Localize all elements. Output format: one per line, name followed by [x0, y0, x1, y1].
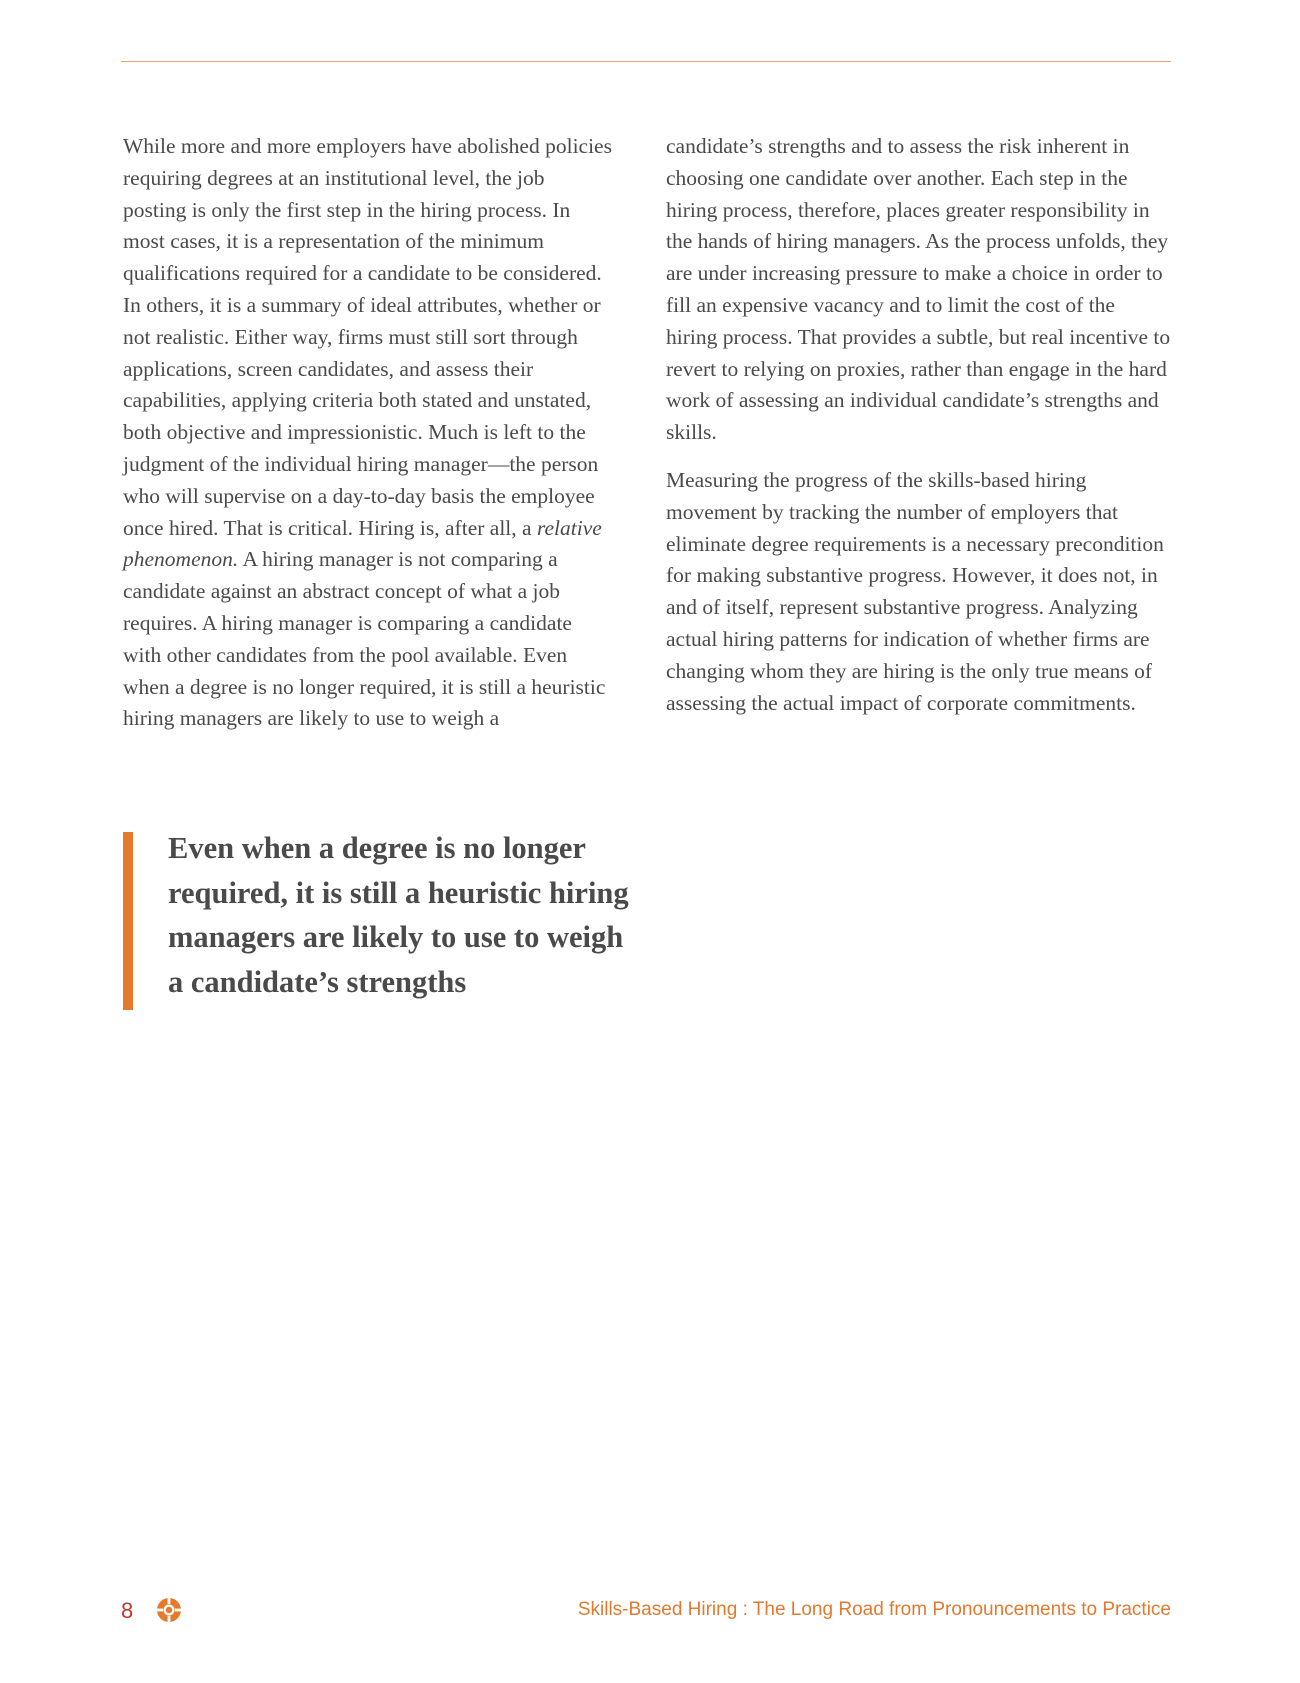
page-number: 8: [121, 1598, 134, 1623]
right-text-column: [666, 131, 1171, 735]
left-paragraph-1-text-b: A hiring manager is not comparing a candidate against an abstract concept of what a job requires. A hiring manager is comparing a candidate with other candidates from the pool available. Even when a degree is no longer required, it is still a heuristic hiring managers are likely to use to weigh a: [123, 547, 606, 731]
running-title: Skills-Based Hiring : The Long Road from Pronouncements to Practice: [577, 1599, 1171, 1620]
left-paragraph-1-text-a: While more and more employers have abolished policies requiring degrees at an institutional level, the job posting is only the first step in the hiring process. In most cases, it is a representation of the minimum qualifications required for a candidate to be considered. In others, it is a summary of ideal attributes, whether or not realistic. Either way, firms must still sort through applications, screen candidates, and assess their capabilities, applying criteria both stated and unstated, both objective and impressionistic. Much is left to the judgment of the individual hiring manager—the person who will supervise on a day-to-day basis the employee once hired. That is critical. Hiring is, after all, a: [123, 134, 612, 540]
orange-ring-logo-icon: [156, 1597, 182, 1623]
left-paragraph-1-emphasis: relative phenomenon.: [123, 515, 602, 572]
page-footer: [121, 1596, 1171, 1626]
pull-quote-text: Even when a degree is no longer required, it is still a heuristic hiring managers are likely to use to weigh a candidate’s strengths: [168, 831, 629, 999]
right-paragraph-2: Measuring the progress of the skills-based hiring movement by tracking the number of employers that eliminate degree requirements is a necessary precondition for making substantive progress. However, it does not, in and of itself, represent substantive progress. Analyzing actual hiring patterns for indication of whether firms are changing whom they are hiring is the only true means of assessing the actual impact of corporate commitments.: [666, 467, 1164, 715]
left-paragraph-1: [123, 131, 613, 735]
pull-quote: [123, 832, 643, 1010]
right-paragraph-1: candidate’s strengths and to assess the risk inherent in choosing one candidate over another. Each step in the hiring process, therefore, places greater responsibility in the hands of hiring managers. As the process unfolds, they are under increasing pressure to make a choice in order to fill an expensive vacancy and to limit the cost of the hiring process. That provides a subtle, but real incentive to revert to relying on proxies, rather than engage in the hard work of assessing an individual candidate’s strengths and skills.: [666, 134, 1171, 445]
left-text-column: [123, 131, 613, 751]
header-rule: [121, 61, 1171, 62]
